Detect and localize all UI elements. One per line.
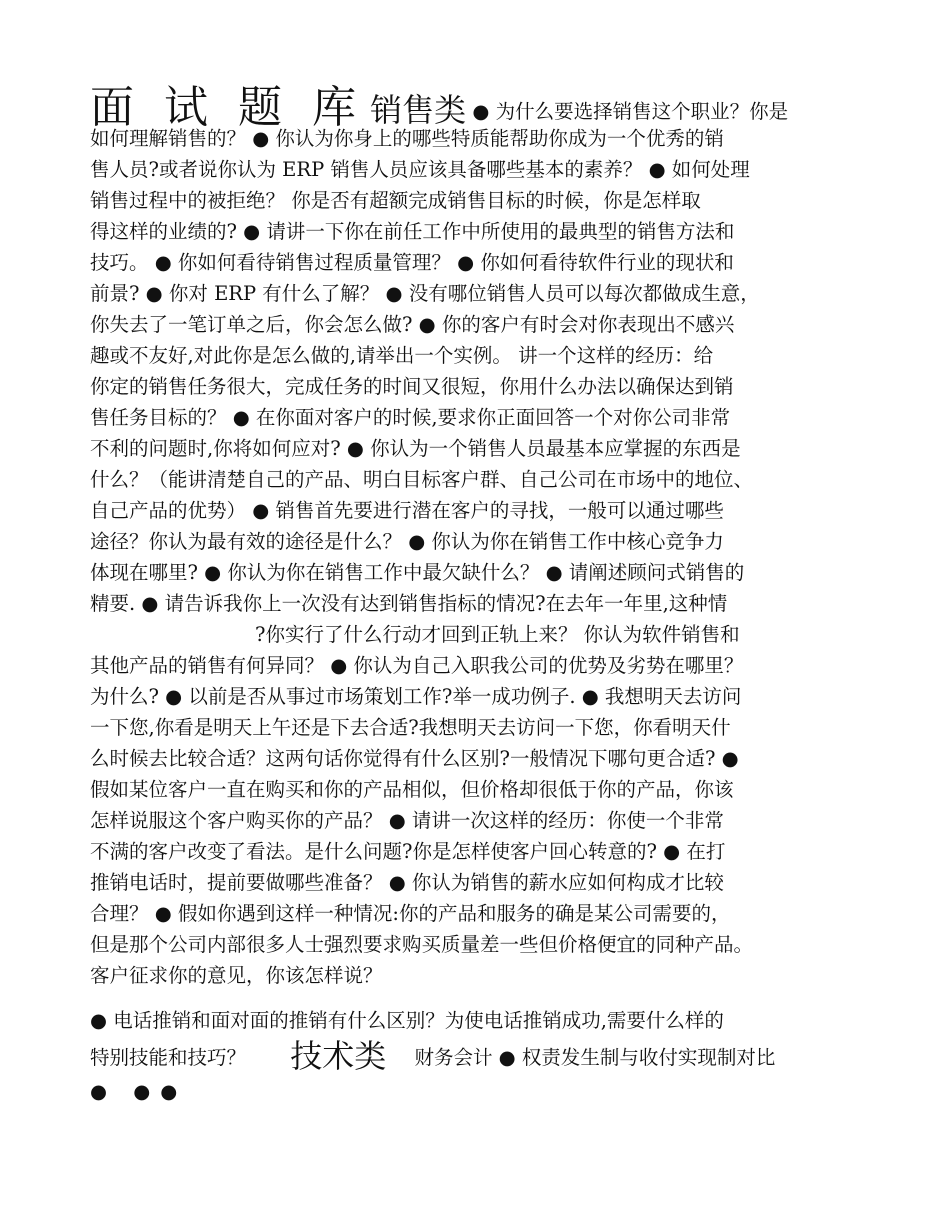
section-heading-sales: 销售类 (370, 91, 467, 129)
text-line-end: 财务会计 ● 权责发生制与收付实现制对比 (414, 1046, 776, 1069)
text-line: 技巧。 ● 你如何看待销售过程质量管理？ ● 你如何看待软件行业的现状和 (90, 251, 734, 274)
text-line: 自己产品的优势） ● 销售首先要进行潜在客户的寻找，一般可以通过哪些 (90, 499, 724, 522)
trailing-bullets: ● ●● (90, 1080, 188, 1103)
tech-line (90, 1036, 880, 1076)
text-line: 什么？（能讲清楚自己的产品、明白目标客户群、自己公司在市场中的地位、 (90, 468, 754, 491)
text-line: 体现在哪里? ● 你认为你在销售工作中最欠缺什么？ ● 请阐述顾问式销售的 (90, 561, 745, 584)
text-line: 趣或不友好,对此你是怎么做的,请举出一个实例。 讲一个这样的经历：给 (90, 344, 714, 367)
text-line: 一下您,你看是明天上午还是下去合适?我想明天去访问一下您，你看明天什 (90, 716, 731, 739)
text-line: 客户征求你的意见，你该怎样说？ (90, 964, 383, 987)
text-line: 推销电话时，提前要做哪些准备？ ● 你认为销售的薪水应如何构成才比较 (90, 871, 724, 894)
text-line: 途径？你认为最有效的途径是什么？ ● 你认为你在销售工作中核心竞争力 (90, 530, 724, 553)
text-line: 但是那个公司内部很多人士强烈要求购买质量差一些但价格便宜的同种产品。 (90, 933, 754, 956)
text-line: 精要. ● 请告诉我你上一次没有达到销售指标的情况?在去年一年里,这种情 (90, 592, 728, 615)
paragraph-gap (90, 991, 880, 1005)
page-title: 面 试 题 库 (90, 82, 364, 133)
text-line: 如何理解销售的？ ● 你认为你身上的哪些特质能帮助你成为一个优秀的销 (90, 127, 724, 150)
text-line: 你失去了一笔订单之后，你会怎么做? ● 你的客户有时会对你表现出不感兴 (90, 313, 735, 336)
text-line: 为什么? ● 以前是否从事过市场策划工作?举一成功例子. ● 我想明天去访问 (90, 685, 742, 708)
text-line: 销售过程中的被拒绝？ 你是否有超额完成销售目标的时候，你是怎样取 (90, 189, 701, 212)
document-page (90, 82, 880, 1107)
text-line: 么时候去比较合适？这两句话你觉得有什么区别?一般情况下哪句更合适? ● (90, 747, 739, 770)
text-line: 不满的客户改变了看法。是什么问题?你是怎样使客户回心转意的? ● 在打 (90, 840, 726, 863)
text-line: 不利的问题时,你将如何应对? ● 你认为一个销售人员最基本应掌握的东西是 (90, 437, 741, 460)
text-line: 怎样说服这个客户购买你的产品？ ● 请讲一次这样的经历：你使一个非常 (90, 809, 724, 832)
text-line: 售任务目标的？ ● 在你面对客户的时候,要求你正面回答一个对你公司非常 (90, 406, 731, 429)
text-line: 假如某位客户一直在购买和你的产品相似，但价格却很低于你的产品，你该 (90, 778, 734, 801)
text-line: 你定的销售任务很大，完成任务的时间又很短，你用什么办法以确保达到销 (90, 375, 734, 398)
section-heading-tech: 技术类 (290, 1037, 387, 1075)
text-line-start: 特别技能和技巧？ (90, 1046, 247, 1069)
text-line: 前景? ● 你对 ERP 有什么了解？ ● 没有哪位销售人员可以每次都做成生意， (90, 282, 760, 305)
title-line (90, 82, 880, 133)
text-line: 其他产品的销售有何异同？ ● 你认为自己入职我公司的优势及劣势在哪里？ (90, 654, 744, 677)
text-line: ● 为什么要选择销售这个职业？你是 (472, 100, 789, 123)
text-line: 合理？ ● 假如你遇到这样一种情况:你的产品和服务的确是某公司需要的， (90, 902, 731, 925)
text-line: ?你实行了什么行动才回到正轨上来？ 你认为软件销售和 (255, 623, 740, 646)
text-line: 得这样的业绩的? ● 请讲一下你在前任工作中所使用的最典型的销售方法和 (90, 220, 735, 243)
text-line: ● 电话推销和面对面的推销有什么区别？为使电话推销成功,需要什么样的 (90, 1009, 724, 1032)
text-line: 售人员?或者说你认为 ERP 销售人员应该具备哪些基本的素养？ ● 如何处理 (90, 158, 750, 181)
